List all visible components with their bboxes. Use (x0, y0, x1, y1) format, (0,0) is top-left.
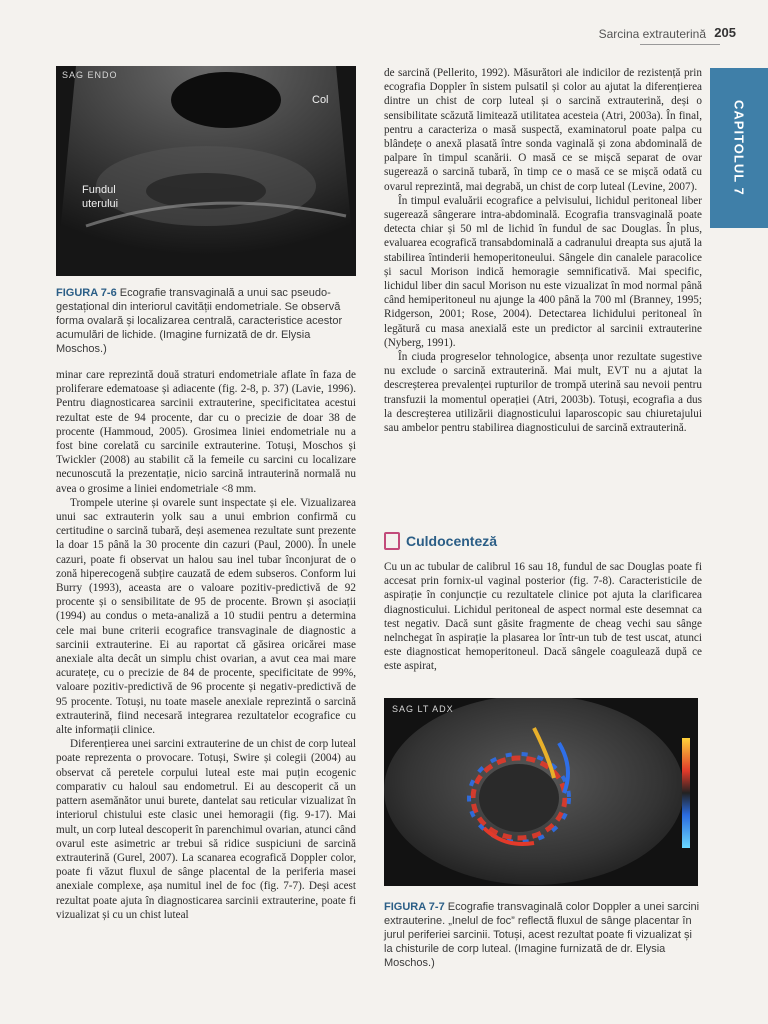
figure-7-7-label: FIGURA 7-7 (384, 901, 445, 913)
paragraph: Trompele uterine și ovarele sunt inspectate și ele. Vizualizarea unui sac extrauterin yolk sau a unui embrion confirmă cu certitudine o sarcină tubară, deși asemenea rezultate sunt prezente la doar 15 până la 30 procente din cazuri (Paul, 2000). În unele cazuri, poate fi observat un halou sau inel tubar înconjurat de o zonă hiperecogenă subțire cauzată de edem subseros. Conform lui Burry (1993), aceasta are o valoare pozitiv-predictivă de 92 procente și o sensibilitate de 95 de procente. Brown și asociații (1994) au condus o meta-analiză a 10 studii pentru a determina cele mai bune criterii ecografice transvaginale de diagnostic a sarcinii extrauterine. Ei au raportat că găsirea oricărei mase anexiale alta decât un simplu chist ovarian, a avut cea mai mare acuratețe, cu o precizie de 84 de procente, specificitate de 99%, valoare pozitiv-predictivă de 96 procente și negativ-predictivă de 95 procente. Totuși, nu toate masele anexiale reprezintă o sarcină extrauterină, fiind necesară integrarea rezultatelor ecografice cu alte informații clinice. (56, 496, 356, 737)
section-heading-culdocenteza (384, 532, 497, 550)
doppler-image-figure-7-7 (384, 698, 698, 886)
section-heading-text: Culdocenteză (406, 533, 498, 549)
doppler-scan-graphic (384, 698, 698, 886)
paragraph: Cu un ac tubular de calibrul 16 sau 18, fundul de sac Douglas poate fi accesat prin fornix-ul vaginal posterior (fig. 7-8). Caracteristicile de aspirație în conjuncție cu rezultatele clinice pot ajuta la clarificarea diagnosticului. Lichidul peritoneal de aspect normal este desemnat ca test negativ. Dacă sunt găsite fragmente de cheag vechi sau sânge nelnchegat în aspirație la plasarea lor într-un tub de test uscat, atunci este diagnosticat hemoperitoneul. Dacă sângele coagulează după ce este aspirat, (384, 561, 702, 673)
annotation-fundus-line2: uterului (82, 198, 119, 210)
chapter-tab (710, 68, 768, 228)
annotation-fundus-line1: Fundul (82, 184, 116, 196)
chapter-tab-label: CAPITOLUL 7 (731, 100, 747, 196)
running-head: Sarcina extrauterină (598, 27, 706, 41)
paragraph: În timpul evaluării ecografice a pelvisului, lichidul peritoneal liber sugerează sângerare intra-abdominală. Ecografia transvaginală poate detecta chiar și 50 ml de lichid în fundul de sac Douglas. În plus, evaluarea ecografică transabdominală a cadranului dreapta sus ajută la stabilirea întinderii hemoperitoneului. Sângele din canalele paracolice și sacul Morison indică hemoragie semnificativă. Mai specific, lichidul liber din sacul Morison nu este vizualizat în mod normal până când hemiperitoneul nu ajunge la 400 până la 700 ml (Branney, 1995; Ridgerson, 2001; Rose, 2004). Detectarea lichidului peritoneal în legătură cu masa anexială este un predictor al sarcinii extrauterine (Nyberg, 1991). (384, 194, 702, 349)
page-number: 205 (714, 25, 736, 40)
scan-label: SAG ENDO (62, 70, 118, 80)
paragraph: Diferențierea unei sarcini extrauterine de un chist de corp luteal poate reprezenta o provocare. Totuși, Swire și colegii (2004) au observat că peretele corpului luteal este mai puțin ecogenic comparativ cu haloul sau endometrul. Ei au descoperit că un pattern asemănător unui burete, dantelat sau reticular vizualizat în interiorul chistului este clasic unei hemoragii (fig. 9-17). Mai mult, un corp luteal descoperit în parenchimul ovarian, atunci când ovarul este asimetric ar trebui să ridice suspiciuni de sarcină extrauterină (Gurel, 2007). La scanarea ecografică Doppler color, poate fi văzut fluxul de sânge placental de la periferia masei anexiale complexe, așa numitul inel de foc (fig. 7-7). Deși acest rezultat poate ajuta în diagnosticarea sarcinii extrauterine, poate fi vizualizat și cu un chist luteal (56, 738, 356, 921)
figure-7-7-caption (384, 900, 702, 970)
ultrasound-image-figure-7-6 (56, 66, 356, 276)
ultrasound-scan-graphic (56, 66, 356, 276)
right-column-text-top (384, 66, 702, 435)
figure-7-6-label: FIGURA 7-6 (56, 287, 117, 299)
figure-7-6-caption-text: Ecografie transvaginală a unui sac pseudo-gestațional din interiorul cavității endometriale. Se observă forma ovalară și localizarea centrală, caracteristice acestor acumulări de lichide. (Imagine furnizată de dr. Elysia Moschos.) (56, 287, 343, 355)
figure-7-7-caption-text: Ecografie transvaginală color Doppler a unei sarcini extrauterine. „Inelul de foc” reflectă fluxul de sânge placentar în jurul periferiei sarcinii. Totuși, acest rezultat poate fi vizualizat și la chisturile de corp luteal. (Imagine furnizată de dr. Elysia Moschos.) (384, 901, 700, 969)
paragraph: de sarcină (Pellerito, 1992). Măsurători ale indicilor de rezistență prin ecografia Doppler în sistem pulsatil și color au ajutat la diferențierea dintre un chist de corp luteal și o sarcină extrauterină, deși o sensibilitate scăzută limitează utilitatea acesteia (Atri, 2003a). În final, pentru a caracteriza o masă suspectă, examinatorul poate palpa cu blândețe o anexă plasată între sonda vaginală și zona abdominală de palpare în timpul scanării. O masă ce se mișcă separat de ovar sugerează o sarcină tubară, în timp ce o masă ce se mișcă odată cu ovarul reprezintă, mai degrabă, un chist de corp luteal (Levine, 2007). (384, 67, 702, 193)
header-rule (640, 44, 720, 45)
figure-7-6-caption (56, 286, 352, 356)
left-column-text (56, 368, 356, 922)
section-marker-icon (384, 532, 400, 550)
scan-label: SAG LT ADX (392, 704, 454, 714)
paragraph: În ciuda progreselor tehnologice, absența unor rezultate sugestive nu exclude o sarcină extrauterină. Mai mult, EVT nu a ajutat la descreșterea prevalenței rupturilor de trompă uterină sau nevoii pentru transfuzii la momentul operației (Atri, 2003b). Totuși, ecografia a dus la descreșterea utilizării diagnosticului laparoscopic sau chiuretajului sau ambelor pentru stabilirea diagnosticului de sarcină extrauterină. (384, 351, 702, 435)
paragraph: minar care reprezintă două straturi endometriale aflate în faza de proliferare edematoase și adiacente (fig. 2-8, p. 37) (Lavie, 1996). Pentru diagnosticarea sarcinii extrauterine, specificitatea acestui rezultat este de 94 procente, dar cu o precizie de doar 38 de procente (Hammoud, 2005). Grosimea liniei endometriale nu a fost bine corelată cu sarcinile extrauterine. Totuși, Moschos și Twickler (2008) au stabilit că la femeile cu sarcini cu localizare necunoscută la prezentație, nicio sarcină intrauterină normală nu avea o grosime a liniei endometriale <8 mm. (56, 369, 356, 495)
right-column-text-bottom (384, 560, 702, 674)
annotation-col: Col (312, 94, 329, 106)
